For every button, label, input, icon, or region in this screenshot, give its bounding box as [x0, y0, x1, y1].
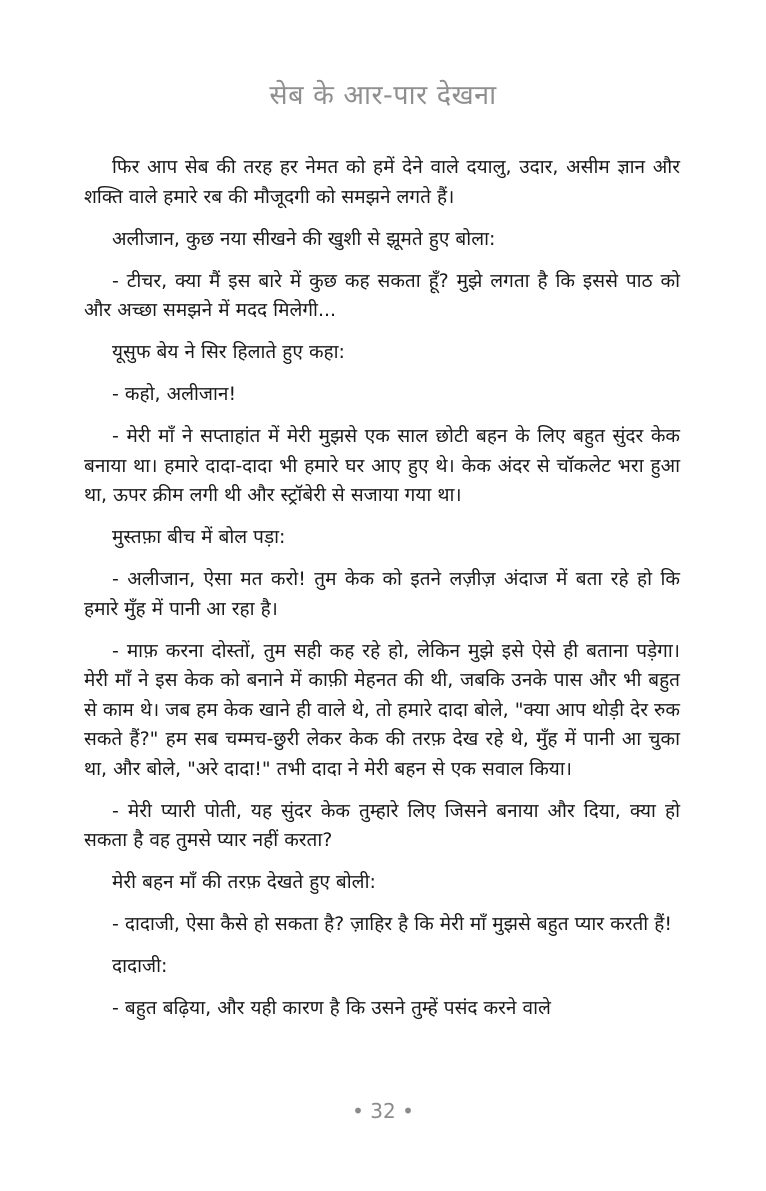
paragraph-14: - बहुत बढ़िया, और यही कारण है कि उसने तुम्हें पसंद करने वाले [112, 997, 551, 1019]
paragraph-11: मेरी बहन माँ की तरफ़ देखते हुए बोली: [112, 871, 376, 893]
page-title: सेब के आर-पार देखना [269, 80, 497, 111]
paragraph-13: दादाजी: [112, 955, 168, 977]
paragraph-3: - टीचर, क्या मैं इस बारे में कुछ कह सकता हूँ? मुझे लगता है कि इससे पाठ को और अच्छा समझने में मदद मिलेगी... [84, 269, 680, 321]
page-number: • 32 • [352, 1099, 414, 1123]
paragraph-6: - मेरी माँ ने सप्ताहांत में मेरी मुझसे एक साल छोटी बहन के लिए बहुत सुंदर केक बनाया था। हमारे दादा-दादा भी हमारे घर आए हुए थे। केक अंदर से चॉकलेट भरा हुआ था, ऊपर क्रीम लगी थी और स्ट्रॉबेरी से सजाया गया था। [84, 425, 680, 506]
paragraph-2: अलीजान, कुछ नया सीखने की खुशी से झूमते हुए बोला: [112, 227, 496, 250]
paragraph-1: फिर आप सेब की तरह हर नेमत को हमें देने वाले दयालु, उदार, असीम ज्ञान और शक्ति वाले हमारे रब की मौजूदगी को समझने लगते हैं। [84, 156, 680, 208]
paragraph-12: - दादाजी, ऐसा कैसे हो सकता है? ज़ाहिर है कि मेरी माँ मुझसे बहुत प्यार करती हैं! [112, 913, 672, 935]
paragraph-10: - मेरी प्यारी पोती, यह सुंदर केक तुम्हारे लिए जिसने बनाया और दिया, क्या हो सकता है वह तुमसे प्यार नहीं करता? [84, 799, 680, 851]
paragraph-7: मुस्तफ़ा बीच में बोल पड़ा: [112, 526, 286, 548]
paragraph-8: - अलीजान, ऐसा मत करो! तुम केक को इतने लज़ीज़ अंदाज में बता रहे हो कि हमारे मुँह में पानी आ रहा है। [84, 568, 680, 620]
paragraph-5: - कहो, अलीजान! [112, 383, 237, 405]
paragraph-4: यूसुफ बेय ने सिर हिलाते हुए कहा: [112, 341, 345, 363]
page-body [84, 153, 680, 1036]
paragraph-9: - माफ़ करना दोस्तों, तुम सही कह रहे हो, लेकिन मुझे इसे ऐसे ही बताना पड़ेगा। मेरी माँ ने इस केक को बनाने में काफ़ी मेहनत की थी, जबकि उनके पास और भी बहुत से काम थे। जब हम केक खाने ही वाले थे, तो हमारे दादा बोले, "क्या आप थोड़ी देर रुक सकते हैं?" हम सब चम्मच-छुरी लेकर केक की तरफ़ देख रहे थे, मुँह में पानी आ चुका था, और बोले, "अरे दादा!" तभी दादा ने मेरी बहन से एक सवाल किया। [84, 639, 680, 780]
